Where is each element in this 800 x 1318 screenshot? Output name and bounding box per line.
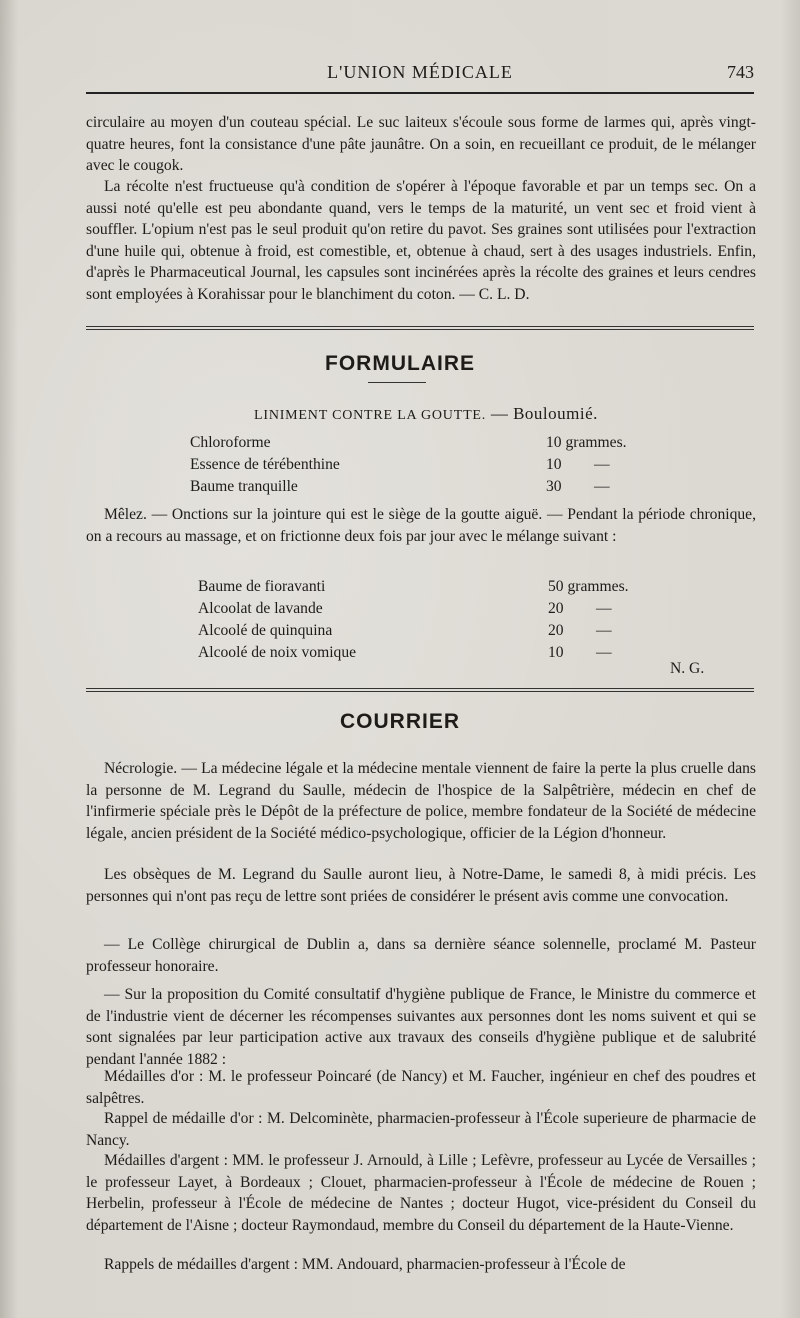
heading-underline xyxy=(368,382,426,383)
recipe-line xyxy=(190,432,660,454)
journal-title: L'UNION MÉDICALE xyxy=(327,62,513,82)
paragraph-obseques: Les obsèques de M. Legrand du Saulle auront lieu, à Notre-Dame, le samedi 8, à midi précis. Les personnes qui n'ont pas reçu de lettre sont priées de considérer le présent avis comme une convocation. xyxy=(86,866,756,905)
paragraph-opium-harvest: circulaire au moyen d'un couteau spécial. Le suc laiteux s'écoule sous forme de larmes qui, après vingt-quatre heures, font la consistance d'une pâte jaunâtre. On a soin, en recueillant ce produit, de le mélanger avec le cougok. xyxy=(86,114,756,175)
formula-author: — Bouloumié. xyxy=(490,404,598,423)
header-rule xyxy=(86,92,754,94)
ingredient-name: Chloroforme xyxy=(190,434,271,451)
ingredient-name: Alcoolé de noix vomique xyxy=(198,644,357,661)
ingredient-name: Baume de fioravanti xyxy=(198,578,326,595)
ingredient-name: Alcoolat de lavande xyxy=(198,600,323,617)
ditto-mark: — xyxy=(596,644,612,661)
paragraph-necrologie: Nécrologie. — La médecine légale et la médecine mentale viennent de faire la perte la plus cruelle dans la personne de M. Legrand du Saulle, médecin de l'hospice de la Salpêtrière, médecin en chef de l'infirmerie spéciale près le Dépôt de la préfecture de police, membre fondateur de la Société de médecine légale, ancien président de la Société médico-psychologique, officier de la Légion d'honneur. xyxy=(86,760,756,842)
formulaire-heading: FORMULAIRE xyxy=(325,352,475,375)
ingredient-qty: 10 grammes. xyxy=(546,434,627,451)
recipe-line xyxy=(190,476,660,498)
ingredient-qty: 20 xyxy=(548,600,564,617)
section-divider xyxy=(86,688,754,694)
formula-instructions: Mêlez. — Onctions sur la jointure qui est le siège de la goutte aiguë. — Pendant la période chronique, on a recours au massage, et on frictionne deux fois par jour avec le mélange suivant : xyxy=(86,506,756,545)
paragraph-rappels-argent: Rappels de médailles d'argent : MM. Andouard, pharmacien-professeur à l'École de xyxy=(104,1256,626,1273)
recipe-line xyxy=(198,642,668,664)
recipe-line xyxy=(198,576,668,598)
ingredient-qty: 20 xyxy=(548,622,564,639)
paragraph-medailles-argent: Médailles d'argent : MM. le professeur J. Arnould, à Lille ; Lefèvre, professeur au Lycée de Versailles ; le professeur Layet, à Bordeaux ; Clouet, pharmacien-professeur à l'École de médecine de Rouen ; Herbelin, professeur à l'École de médecine de Nantes ; docteur Hugot, vice-président du Conseil du département de l'Aisne ; docteur Raymondaud, membre du Conseil du département de la Haute-Vienne. xyxy=(86,1152,756,1234)
ditto-mark: — xyxy=(596,600,612,617)
paragraph-hygiene: — Sur la proposition du Comité consultatif d'hygiène publique de France, le Ministre du commerce et de l'industrie vient de décerner les récompenses suivantes aux personnes dont les noms suivent et qui se sont signalées par leur participation active aux travaux des conseils d'hygiène publique et de salubrité pendant l'année 1882 : xyxy=(86,986,756,1068)
paragraph-rappel-or: Rappel de médaille d'or : M. Delcominète, pharmacien-professeur à l'École superieure de pharmacie de Nancy. xyxy=(86,1110,756,1149)
formula-signature: N. G. xyxy=(670,660,705,677)
recipe-line xyxy=(198,598,668,620)
section-divider xyxy=(86,326,754,332)
ingredient-qty: 50 grammes. xyxy=(548,578,629,595)
recipe-line xyxy=(198,620,668,642)
ditto-mark: — xyxy=(596,622,612,639)
ditto-mark: — xyxy=(594,478,610,495)
recipe-line xyxy=(190,454,660,476)
page-number: 743 xyxy=(727,62,754,82)
ingredient-name: Alcoolé de quinquina xyxy=(198,622,333,639)
ingredient-qty: 10 xyxy=(548,644,564,661)
ingredient-name: Baume tranquille xyxy=(190,478,298,495)
ingredient-name: Essence de térébenthine xyxy=(190,456,340,473)
formula-name: LINIMENT CONTRE LA GOUTTE. xyxy=(254,408,487,423)
running-head xyxy=(86,62,754,88)
ditto-mark: — xyxy=(594,456,610,473)
formula-title xyxy=(254,404,598,424)
ingredient-qty: 10 xyxy=(546,456,562,473)
courrier-heading: COURRIER xyxy=(339,710,460,733)
ingredient-qty: 30 xyxy=(546,478,562,495)
paragraph-recolte: La récolte n'est fructueuse qu'à condition de s'opérer à l'époque favorable et par un temps sec. On a aussi noté qu'elle est peu abondante quand, vers le temps de la maturité, un vent sec et froid vient à souffler. L'opium n'est pas le seul produit qu'on retire du pavot. Ses graines sont utilisées pour l'extraction d'une huile qui, obtenue à froid, est comestible, et, obtenue à chaud, sert à des usages industriels. Enfin, d'après le Pharmaceutical Journal, les capsules sont incinérées après la récolte des graines et leurs cendres sont employées à Korahissar pour le blanchiment du coton. — C. L. D. xyxy=(86,178,756,303)
paragraph-dublin: — Le Collège chirurgical de Dublin a, dans sa dernière séance solennelle, proclamé M. Pasteur professeur honoraire. xyxy=(86,936,756,975)
paragraph-medailles-or: Médailles d'or : M. le professeur Poincaré (de Nancy) et M. Faucher, ingénieur en chef des poudres et salpêtres. xyxy=(86,1068,756,1107)
